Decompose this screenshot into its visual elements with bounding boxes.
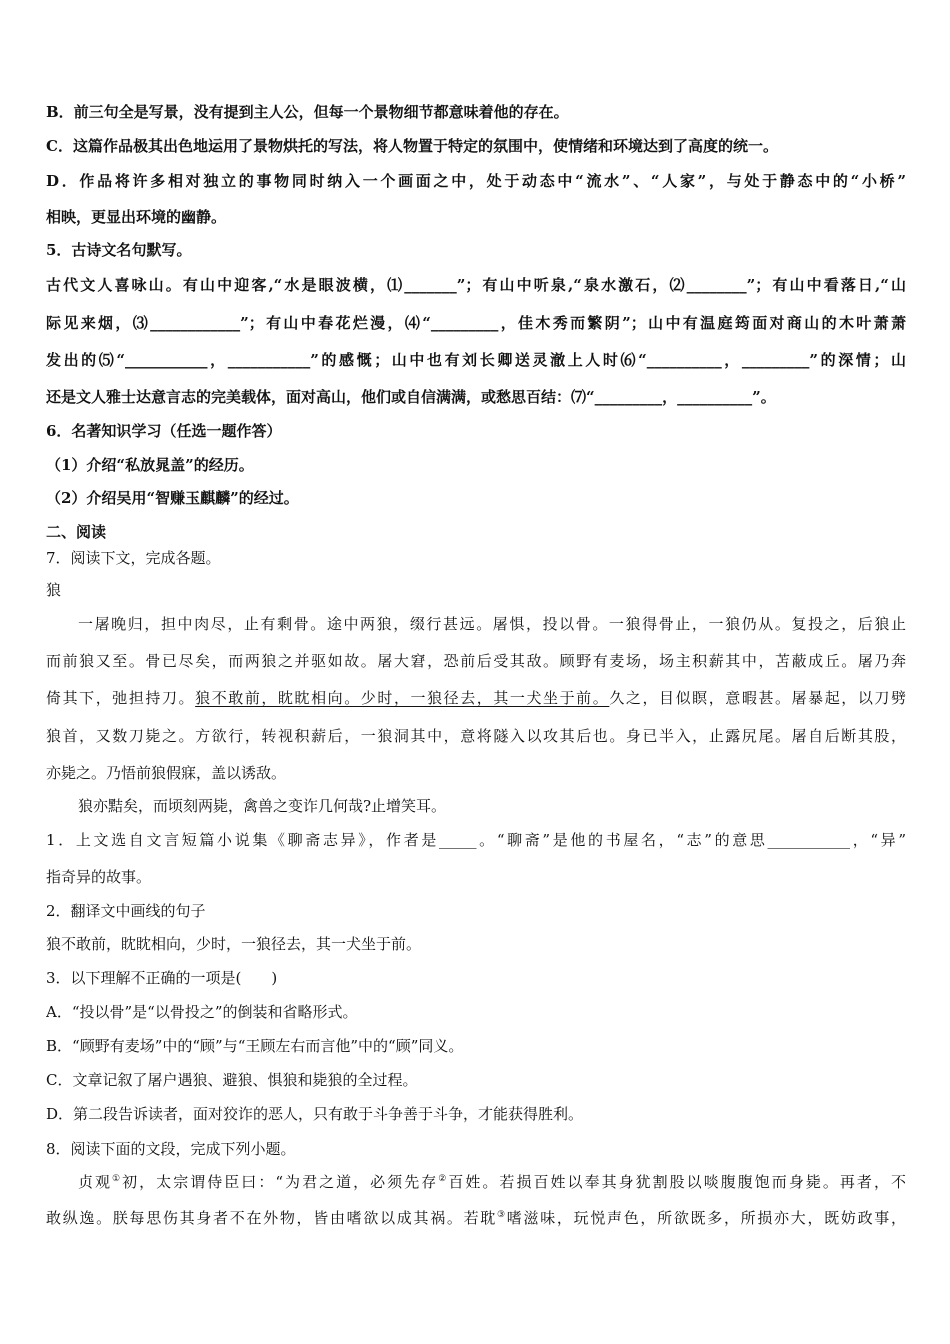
sub-question-3-option-b: B．“顾野有麦场”中的“顾”与“王顾左右而言他”中的“顾”同义。: [46, 1037, 464, 1055]
sub-question-2: 2．翻译文中画线的句子: [46, 902, 206, 920]
option-b-line: B．前三句全是写景，没有提到主人公，但每一个景物细节都意味着他的存在。: [46, 103, 569, 121]
section-heading-reading: 二、阅读: [46, 523, 107, 541]
question-5-text: 古代文人喜咏山。有山中迎客,“水是眼波横，⑴_______”；有山中听泉,“泉水激石，⑵________”；有山中看落日,“山: [46, 276, 906, 294]
sub-question-3-option-d: D．第二段告诉读者，面对狡诈的恶人，只有敢于斗争善于斗争，才能获得胜利。: [46, 1105, 584, 1123]
question-6-option-2: （2）介绍吴用“智赚玉麒麟”的经过。: [46, 489, 299, 507]
sub-question-3-option-c: C．文章记叙了屠户遇狼、避狼、惧狼和毙狼的全过程。: [46, 1071, 418, 1089]
footnote-marker: ②: [438, 1174, 449, 1184]
question-5-text: 发出的⑸“___________，___________”的感慨；山中也有刘长卿送灵澈上人时⑹“__________，_________”的深情；山: [46, 351, 906, 369]
passage-2-line: [46, 1208, 906, 1228]
passage-paragraph-line: [46, 688, 906, 708]
underlined-sentence: 狼不敢前，眈眈相向。少时，一狼径去，其一犬坐于前。: [195, 689, 610, 707]
passage-text: 倚其下，弛担持刀。: [46, 689, 196, 707]
question-5-title: 5．古诗文名句默写。: [46, 241, 192, 259]
sub-question-2-sentence: 狼不敢前，眈眈相向，少时，一狼径去，其一犬坐于前。: [46, 935, 422, 953]
question-6-title: 6．名著知识学习（任选一题作答）: [46, 422, 282, 440]
sub-question-1-cont: 指奇异的故事。: [46, 868, 152, 886]
passage-text: 初，太宗谓侍臣曰：“为君之道，必须先存: [122, 1173, 439, 1191]
passage-text: 嗜滋味，玩悦声色，所欲既多，所损亦大，既妨政事，: [506, 1209, 906, 1227]
passage-2-line: [78, 1172, 906, 1192]
option-d-line: D．作品将许多相对独立的事物同时纳入一个画面之中，处于动态中“流水”、“人家”，与处于静态中的“小桥”: [46, 172, 906, 190]
option-c-line: C．这篇作品极其出色地运用了景物烘托的写法，将人物置于特定的氛围中，使情绪和环境达到了高度的统一。: [46, 137, 778, 155]
sub-question-1: 1．上文选自文言短篇小说集《聊斋志异》，作者是_____。“聊斋”是他的书屋名，“志”的意思___________，“异”: [46, 831, 906, 849]
passage-paragraph-line: 而前狼又至。骨已尽矣，而两狼之并驱如故。屠大窘，恐前后受其敌。顾野有麦场，场主积薪其中，苫蔽成丘。屠乃奔: [46, 652, 906, 670]
passage-paragraph-line: 狼首，又数刀毙之。方欲行，转视积薪后，一狼洞其中，意将隧入以攻其后也。身已半入，止露尻尾。屠自后断其股，: [46, 727, 906, 745]
passage-paragraph-line: 狼亦黠矣，而顷刻两毙，禽兽之变诈几何哉?止增笑耳。: [78, 797, 447, 815]
footnote-marker: ①: [112, 1174, 123, 1184]
question-6-option-1: （1）介绍“私放晁盖”的经历。: [46, 456, 254, 474]
passage-paragraph-line: 亦毙之。乃悟前狼假寐，盖以诱敌。: [46, 764, 287, 782]
footnote-marker: ③: [497, 1210, 507, 1220]
sub-question-3-option-a: A．“投以骨”是“以骨投之”的倒装和省略形式。: [46, 1003, 358, 1021]
passage-title: 狼: [46, 581, 62, 599]
question-8-title: 8．阅读下面的文段，完成下列小题。: [46, 1140, 296, 1158]
question-5-text: 还是文人雅士达意言志的完美载体，面对高山，他们或自信满满，或愁思百结：⑺“_________，__________”。: [46, 388, 776, 406]
sub-question-3: 3．以下理解不正确的一项是( ): [46, 969, 278, 987]
passage-text: 贞观: [78, 1173, 113, 1191]
passage-text: 百姓。若损百姓以奉其身犹割股以啖腹腹饱而身毙。再者，不: [448, 1173, 906, 1191]
passage-text: 久之，目似瞑，意暇甚。屠暴起，以刀劈: [609, 689, 906, 707]
question-5-text: 际见来烟，⑶____________”；有山中春花烂漫，⑷“_________，佳木秀而繁阴”；山中有温庭筠面对商山的木叶萧萧: [46, 314, 906, 332]
question-7-title: 7．阅读下文，完成各题。: [46, 549, 221, 567]
passage-paragraph-line: 一屠晚归，担中肉尽，止有剩骨。途中两狼，缀行甚远。屠惧，投以骨。一狼得骨止，一狼仍从。复投之，后狼止: [78, 615, 906, 633]
passage-text: 敢纵逸。朕每思伤其身者不在外物，皆由嗜欲以成其祸。若耽: [46, 1209, 498, 1227]
option-d-line-cont: 相映，更显出环境的幽静。: [46, 208, 227, 226]
